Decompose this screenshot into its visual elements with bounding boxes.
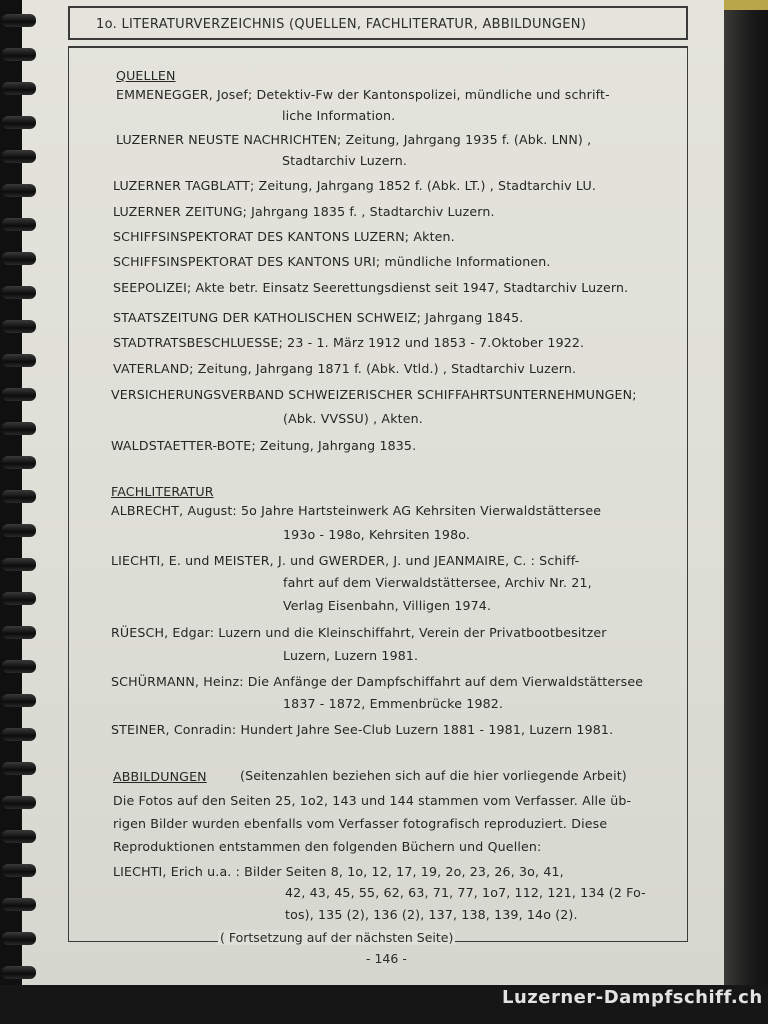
binder-coil <box>2 354 36 367</box>
binder-coil <box>2 82 36 95</box>
page-number: - 146 - <box>366 951 407 966</box>
heading-fachliteratur: FACHLITERATUR <box>111 484 214 499</box>
background-yellow-strip <box>724 0 768 10</box>
binder-coil <box>2 286 36 299</box>
fachliteratur-line: ALBRECHT, August: 5o Jahre Hartsteinwerk AG Kehrsiten Vierwaldstättersee <box>111 503 602 518</box>
abbildungen-line: LIECHTI, Erich u.a. : Bilder Seiten 8, 1o, 12, 17, 19, 2o, 23, 26, 3o, 41, <box>113 864 564 879</box>
binder-coil <box>2 456 36 469</box>
quellen-line: EMMENEGGER, Josef; Detektiv-Fw der Kantonspolizei, mündliche und schrift- <box>116 87 610 102</box>
quellen-line: LUZERNER TAGBLATT; Zeitung, Jahrgang 1852 f. (Abk. LT.) , Stadtarchiv LU. <box>113 178 596 193</box>
section-header-title: 1o. LITERATURVERZEICHNIS (QUELLEN, FACHLITERATUR, ABBILDUNGEN) <box>96 17 587 32</box>
fachliteratur-line: RÜESCH, Edgar: Luzern und die Kleinschiffahrt, Verein der Privatbootbesitzer <box>111 625 607 640</box>
abbildungen-line: rigen Bilder wurden ebenfalls vom Verfasser fotografisch reproduziert. Diese <box>113 816 608 831</box>
binder-coil <box>2 898 36 911</box>
binder-coil <box>2 184 36 197</box>
binder-coil <box>2 796 36 809</box>
binder-coil <box>2 116 36 129</box>
continuation-note: ( Fortsetzung auf der nächsten Seite) <box>220 930 454 945</box>
fachliteratur-line: STEINER, Conradin: Hundert Jahre See-Club Luzern 1881 - 1981, Luzern 1981. <box>111 722 614 737</box>
quellen-line: LUZERNER ZEITUNG; Jahrgang 1835 f. , Stadtarchiv Luzern. <box>113 204 495 219</box>
quellen-line: liche Information. <box>282 108 396 123</box>
binder-coil <box>2 320 36 333</box>
binder-coil <box>2 864 36 877</box>
abbildungen-line: 42, 43, 45, 55, 62, 63, 71, 77, 1o7, 112, 121, 134 (2 Fo- <box>285 885 646 900</box>
fachliteratur-line: Luzern, Luzern 1981. <box>283 648 419 663</box>
binder-coil <box>2 592 36 605</box>
binder-coil <box>2 218 36 231</box>
heading-abbildungen: ABBILDUNGEN <box>113 769 207 784</box>
binder-coil <box>2 150 36 163</box>
abbildungen-note: (Seitenzahlen beziehen sich auf die hier vorliegende Arbeit) <box>240 768 627 783</box>
fachliteratur-line: LIECHTI, E. und MEISTER, J. und GWERDER, J. und JEANMAIRE, C. : Schiff- <box>111 553 580 568</box>
quellen-line: (Abk. VVSSU) , Akten. <box>283 411 423 426</box>
quellen-line: LUZERNER NEUSTE NACHRICHTEN; Zeitung, Jahrgang 1935 f. (Abk. LNN) , <box>116 132 592 147</box>
fachliteratur-line: fahrt auf dem Vierwaldstättersee, Archiv Nr. 21, <box>283 575 592 590</box>
binder-coil <box>2 626 36 639</box>
section-header <box>68 6 688 40</box>
binder-coil <box>2 660 36 673</box>
abbildungen-line: tos), 135 (2), 136 (2), 137, 138, 139, 14o (2). <box>285 907 578 922</box>
quellen-line: STAATSZEITUNG DER KATHOLISCHEN SCHWEIZ; Jahrgang 1845. <box>113 310 524 325</box>
binder-coil <box>2 728 36 741</box>
binder-coil <box>2 490 36 503</box>
fachliteratur-line: SCHÜRMANN, Heinz: Die Anfänge der Dampfschiffahrt auf dem Vierwaldstättersee <box>111 674 644 689</box>
background-shadow-right <box>724 0 768 990</box>
fachliteratur-line: Verlag Eisenbahn, Villigen 1974. <box>283 598 492 613</box>
binder-coil <box>2 524 36 537</box>
binder-coil <box>2 830 36 843</box>
abbildungen-line: Reproduktionen entstammen den folgenden Büchern und Quellen: <box>113 839 542 854</box>
quellen-line: VERSICHERUNGSVERBAND SCHWEIZERISCHER SCHIFFAHRTSUNTERNEHMUNGEN; <box>111 387 637 402</box>
fachliteratur-line: 1837 - 1872, Emmenbrücke 1982. <box>283 696 504 711</box>
quellen-line: SCHIFFSINSPEKTORAT DES KANTONS LUZERN; Akten. <box>113 229 455 244</box>
abbildungen-line: Die Fotos auf den Seiten 25, 1o2, 143 und 144 stammen vom Verfasser. Alle üb- <box>113 793 632 808</box>
quellen-line: SEEPOLIZEI; Akte betr. Einsatz Seerettungsdienst seit 1947, Stadtarchiv Luzern. <box>113 280 629 295</box>
binder-coil <box>2 252 36 265</box>
fachliteratur-line: 193o - 198o, Kehrsiten 198o. <box>283 527 471 542</box>
quellen-line: SCHIFFSINSPEKTORAT DES KANTONS URI; mündliche Informationen. <box>113 254 551 269</box>
binder-coil <box>2 14 36 27</box>
quellen-line: STADTRATSBESCHLUESSE; 23 - 1. März 1912 und 1853 - 7.Oktober 1922. <box>113 335 585 350</box>
binder-coil <box>2 422 36 435</box>
quellen-line: Stadtarchiv Luzern. <box>282 153 407 168</box>
heading-quellen: QUELLEN <box>116 68 176 83</box>
binder-coil <box>2 558 36 571</box>
quellen-line: VATERLAND; Zeitung, Jahrgang 1871 f. (Abk. Vtld.) , Stadtarchiv Luzern. <box>113 361 577 376</box>
quellen-line: WALDSTAETTER-BOTE; Zeitung, Jahrgang 1835. <box>111 438 417 453</box>
binder-coil <box>2 694 36 707</box>
watermark-text: Luzerner-Dampfschiff.ch <box>502 987 763 1008</box>
binder-coil <box>2 762 36 775</box>
binder-coil <box>2 388 36 401</box>
binder-coil <box>2 932 36 945</box>
binder-coil <box>2 966 36 979</box>
binder-coil <box>2 48 36 61</box>
